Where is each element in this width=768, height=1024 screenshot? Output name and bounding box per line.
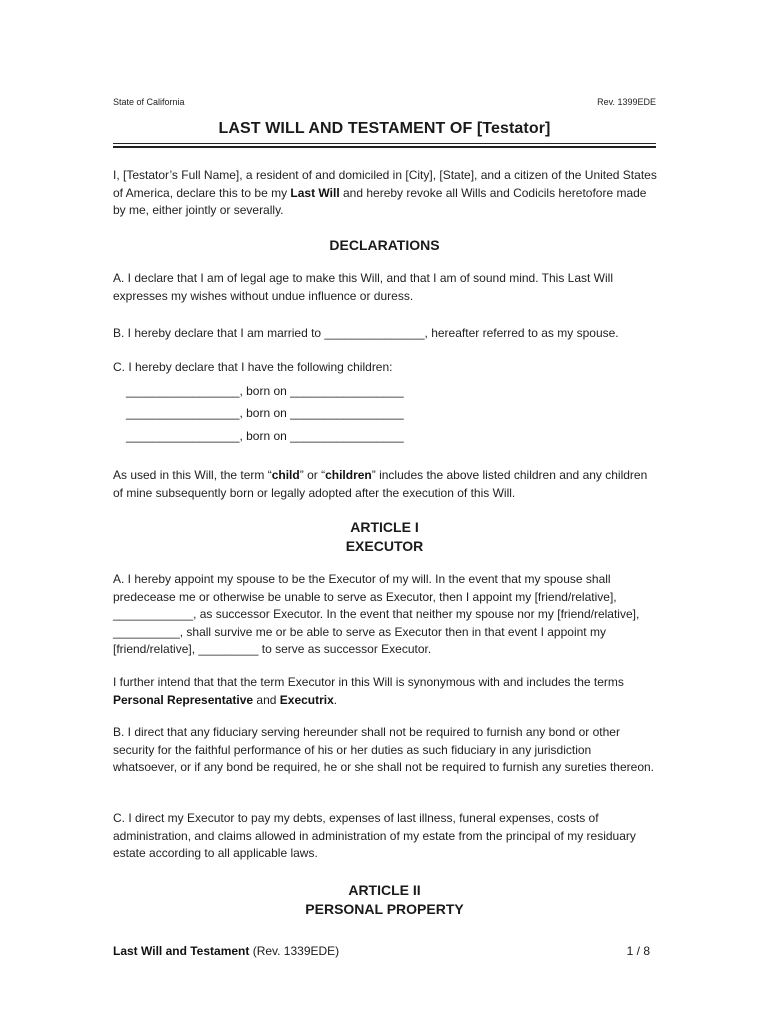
state-label: State of California: [113, 97, 185, 107]
article-1-a: A. I hereby appoint my spouse to be the Executor of my will. In the event that my spouse shall predecease me or otherwise be unable to serve as Executor, then I appoint my [friend/relative], ____________, as successor Executor. In the event that neither my spouse nor my [friend/relative], __________, shall survive me or be able to serve as Executor then in that event I appoint my [friend/relative], _________ to serve as successor Executor.: [113, 572, 640, 657]
article-2-heading: [113, 881, 656, 919]
article-1-c: C. I direct my Executor to pay my debts, expenses of last illness, funeral expenses, costs of administration, and claims allowed in administration of my estate from the principal of my residuary estate according to all applicable laws.: [113, 811, 636, 861]
declaration-b: B. I hereby declare that I am married to _______________, hereafter referred to as my spouse.: [113, 326, 619, 340]
usage-text-3: ” includes the above listed children and any children of mine subsequently born or legally adopted after the execution of this Will.: [113, 468, 648, 500]
declaration-a: A. I declare that I am of legal age to make this Will, and that I am of sound mind. This Last Will expresses my wishes without undue influence or duress.: [113, 271, 614, 303]
declaration-c: C. I hereby declare that I have the following children:: [113, 360, 393, 374]
title-rule-thin: [113, 143, 656, 144]
further-text-2: and: [253, 692, 280, 707]
footer-title: [113, 944, 339, 958]
revision-label: Rev. 1399EDE: [597, 97, 656, 107]
intro-text-1: I, [Testator’s Full Name], a resident of and domiciled in [City], [State], and a citizen of the United States of America, declare this to be my: [113, 168, 657, 200]
article-2-title: PERSONAL PROPERTY: [305, 901, 464, 917]
intro-text-2: and hereby revoke all Wills and Codicils heretofore made by me, either jointly or severally.: [113, 185, 647, 218]
article-1-heading: [113, 518, 656, 556]
usage-text-1: As used in this Will, the term “: [113, 468, 272, 482]
footer-revision: (Rev. 1339EDE): [249, 944, 340, 958]
article-1-further: [113, 674, 658, 709]
usage-bold-children: children: [325, 468, 372, 482]
footer-title-bold: Last Will and Testament: [113, 944, 250, 958]
article-1-number: ARTICLE I: [350, 519, 419, 535]
child-line-2: _________________, born on _________________: [126, 406, 404, 420]
article-1-title: EXECUTOR: [345, 538, 424, 554]
further-bold-executrix: Executrix: [279, 692, 334, 707]
intro-paragraph: [113, 167, 658, 220]
intro-bold-last-will: Last Will: [290, 185, 340, 200]
page-number: 1 / 8: [626, 944, 650, 958]
children-usage-paragraph: [113, 467, 658, 502]
child-line-3: _________________, born on _________________: [126, 429, 404, 443]
further-text-3: .: [333, 692, 338, 707]
title-rule-thick: [113, 146, 656, 148]
declarations-heading: DECLARATIONS: [329, 237, 440, 253]
usage-bold-child: child: [271, 468, 300, 482]
title-block: [113, 120, 656, 138]
article-2-number: ARTICLE II: [348, 882, 421, 898]
article-1-b: B. I direct that any fiduciary serving hereunder shall not be required to furnish any bond or other security for the faithful performance of his or her duties as such fiduciary in any jurisdiction whatsoever, or if any bond be required, he or she shall not be required to furnish any sureties thereon.: [113, 725, 654, 775]
usage-text-2: ” or “: [299, 468, 326, 482]
document-title: LAST WILL AND TESTAMENT OF [Testator]: [218, 120, 551, 137]
child-line-1: _________________, born on _________________: [126, 384, 404, 398]
further-text-1: I further intend that that the term Executor in this Will is synonymous with and includes the terms: [113, 675, 624, 689]
further-bold-personal-representative: Personal Representative: [113, 692, 254, 707]
